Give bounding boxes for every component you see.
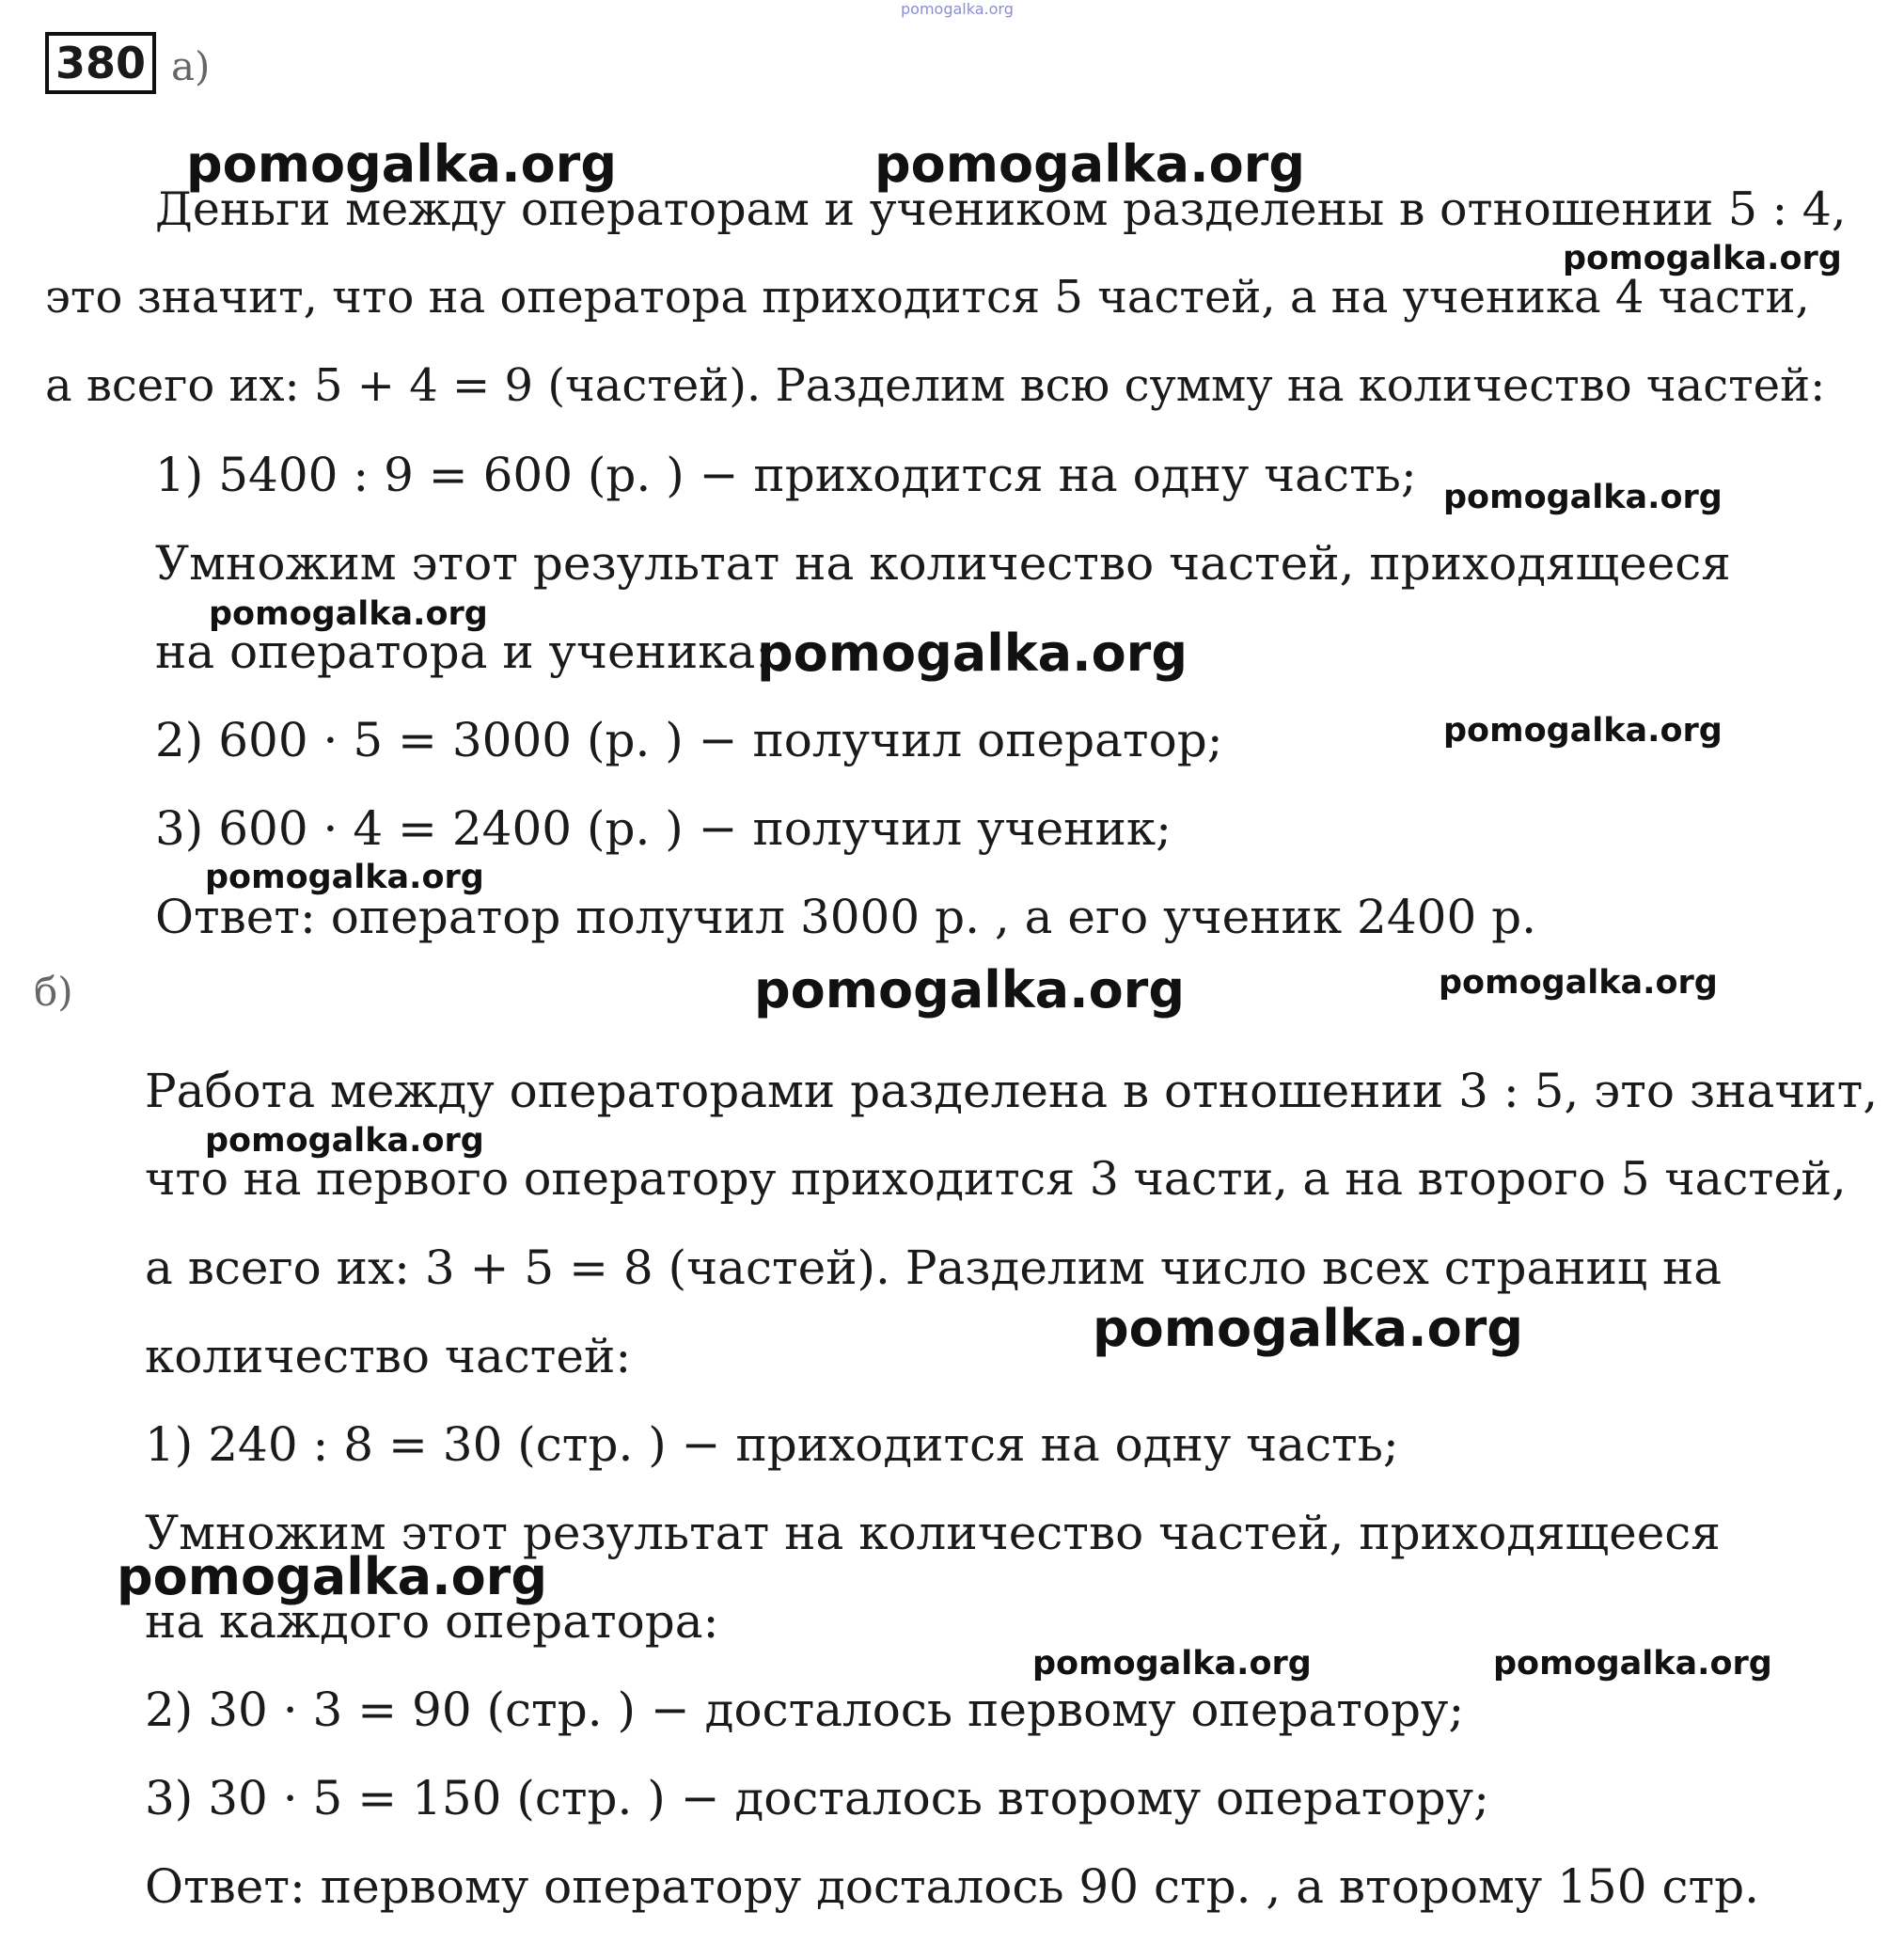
part-b-line-5: 1) 240 : 8 = 30 (стр. ) − приходится на одну часть; <box>145 1417 1399 1472</box>
watermark: pomogalka.org <box>1443 479 1723 516</box>
part-b-line-4: количество частей: <box>145 1329 632 1383</box>
watermark: pomogalka.org <box>205 859 484 896</box>
part-a-label: а) <box>171 43 211 89</box>
part-a-line-4: 1) 5400 : 9 = 600 (р. ) − приходится на одну часть; <box>155 448 1417 502</box>
part-b-line-3: а всего их: 3 + 5 = 8 (частей). Разделим число всех страниц на <box>145 1240 1723 1295</box>
part-a-line-5: Умножим этот результат на количество частей, приходящееся <box>155 536 1731 591</box>
part-a-line-2: это значит, что на оператора приходится 5 частей, а на ученика 4 части, <box>45 271 1810 324</box>
part-b-line-9: 3) 30 · 5 = 150 (стр. ) − досталось второму оператору; <box>145 1771 1489 1825</box>
problem-number: 380 <box>55 38 147 88</box>
problem-number-box <box>45 32 156 94</box>
watermark: pomogalka.org <box>209 595 488 633</box>
watermark: pomogalka.org <box>1439 964 1718 1002</box>
part-b-label: б) <box>34 969 73 1015</box>
watermark: pomogalka.org <box>1093 1299 1523 1358</box>
part-b-line-10: Ответ: первому оператору досталось 90 стр. , а второму 150 стр. <box>145 1859 1760 1914</box>
part-a-line-9: Ответ: оператор получил 3000 р. , а его ученик 2400 р. <box>155 890 1537 944</box>
part-b-line-6: Умножим этот результат на количество частей, приходящееся <box>145 1506 1721 1560</box>
part-b-line-8: 2) 30 · 3 = 90 (стр. ) − досталось первому оператору; <box>145 1683 1465 1737</box>
watermark: pomogalka.org <box>1032 1645 1312 1683</box>
watermark: pomogalka.org <box>205 1122 484 1160</box>
part-a-line-6: на оператора и ученика: <box>155 624 772 679</box>
watermark-top: pomogalka.org <box>901 0 1014 18</box>
watermark: pomogalka.org <box>117 1547 547 1606</box>
part-a-line-8: 3) 600 · 4 = 2400 (р. ) − получил ученик; <box>155 801 1172 856</box>
part-a-line-3: а всего их: 5 + 4 = 9 (частей). Разделим всю сумму на количество частей: <box>45 359 1826 412</box>
watermark: pomogalka.org <box>1563 240 1842 277</box>
watermark: pomogalka.org <box>186 134 617 194</box>
part-b-line-1: Работа между операторами разделена в отношении 3 : 5, это значит, <box>145 1064 1879 1118</box>
watermark: pomogalka.org <box>754 960 1185 1019</box>
watermark: pomogalka.org <box>1443 712 1723 750</box>
part-a-line-1: Деньги между операторам и учеником разделены в отношении 5 : 4, <box>155 182 1847 236</box>
watermark: pomogalka.org <box>757 624 1188 683</box>
watermark: pomogalka.org <box>1493 1645 1772 1683</box>
part-b-line-7: на каждого оператора: <box>145 1594 719 1649</box>
part-a-line-7: 2) 600 · 5 = 3000 (р. ) − получил оператор; <box>155 713 1223 767</box>
watermark: pomogalka.org <box>874 134 1305 194</box>
part-b-line-2: что на первого оператору приходится 3 части, а на второго 5 частей, <box>145 1152 1847 1206</box>
